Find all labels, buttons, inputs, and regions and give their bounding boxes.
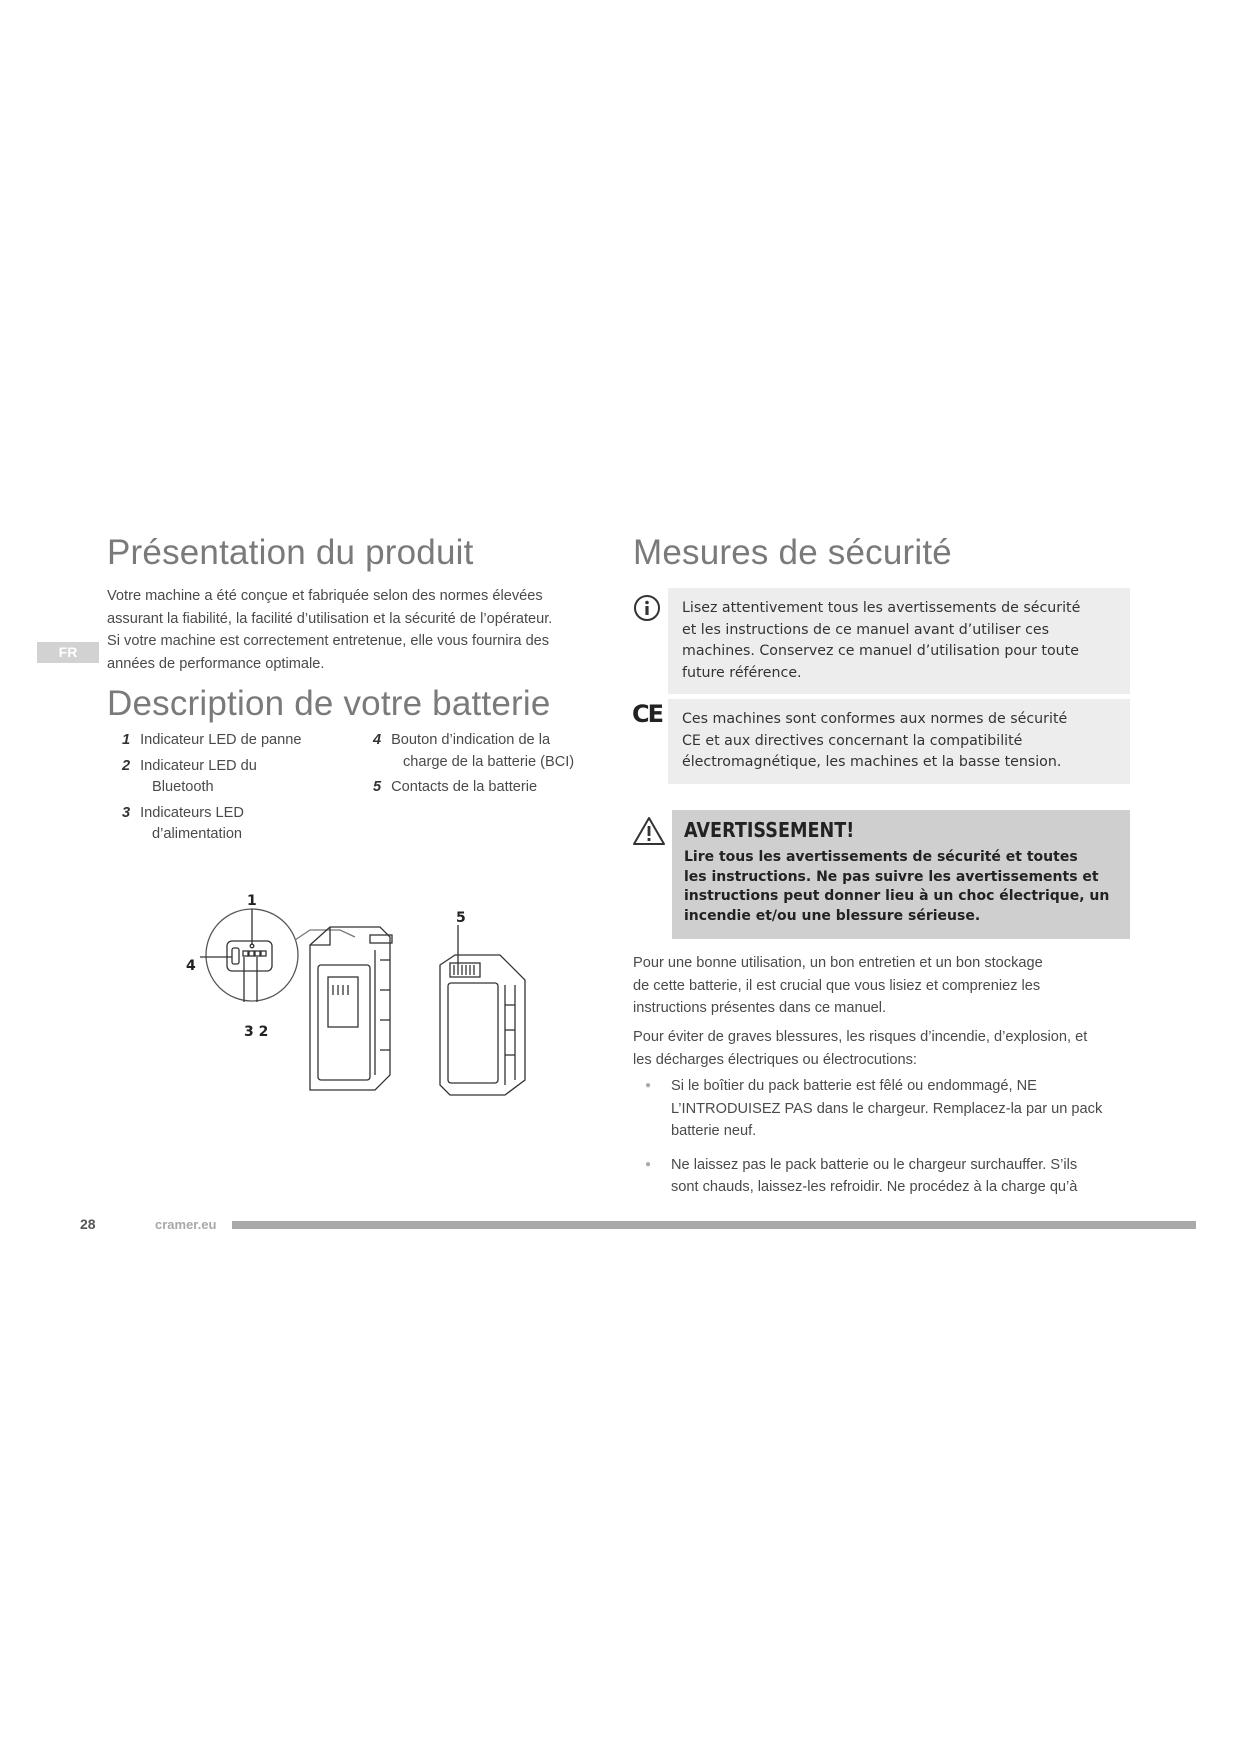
part-number: 2 [122,757,131,774]
safety-bullet-list [633,1075,1153,1199]
safety-paragraph-2 [633,1026,1153,1071]
part-number: 4 [373,732,382,748]
battery-parts-list-right [373,730,613,799]
part-label: Indicateurs LED [140,804,244,821]
warning-box [672,810,1130,939]
presentation-title: Présentation du produit [107,533,474,572]
ce-line: CE et aux directives concernant la compatibilité [682,732,1023,749]
presentation-paragraph [107,585,607,675]
paragraph-line: de cette batterie, il est crucial que vous lisiez et compreniez les [633,977,1041,994]
bullet-dot-icon: ● [645,1158,652,1170]
language-tab-label: FR [58,644,78,660]
info-line: future référence. [682,664,802,681]
warning-line: les instructions. Ne pas suivre les avertissements et [684,868,1099,885]
battery-part-item [122,730,352,752]
list-item [633,1154,1153,1199]
info-line: machines. Conservez ce manuel d’utilisation pour toute [682,643,1079,660]
part-number: 3 [122,804,131,821]
ce-line: Ces machines sont conformes aux normes de sécurité [682,711,1068,727]
part-label: Bouton d’indication de la [391,732,551,748]
bullet-line: L’INTRODUISEZ PAS dans le chargeur. Remplacez-la par un pack [671,1100,1103,1117]
footer-site: cramer.eu [155,1217,217,1232]
part-label-cont: Bluetooth [152,779,214,795]
warning-triangle-icon [632,816,666,846]
info-icon [633,594,661,622]
footer-bar [232,1221,1196,1229]
part-label-cont: d’alimentation [152,826,243,842]
presentation-line: Si votre machine est correctement entretenue, elle vous fournira des [107,633,550,649]
part-number: 1 [122,732,131,748]
paragraph-line: les décharges électriques ou électrocutions: [633,1051,917,1068]
part-label: Indicateur LED de panne [140,732,302,748]
presentation-line: Votre machine a été conçue et fabriquée selon des normes élevées [107,588,543,604]
presentation-line: assurant la fiabilité, la facilité d’utilisation et la sécurité de l’opérateur. [107,610,553,627]
paragraph-line: instructions présentes dans ce manuel. [633,1000,887,1016]
safety-title: Mesures de sécurité [633,533,952,572]
safety-paragraph-1 [633,952,1153,1020]
figure-callout-3-2: 3 2 [244,1024,269,1040]
page-number: 28 [80,1216,96,1232]
ce-mark-icon: CE [632,700,663,728]
battery-description-title: Description de votre batterie [107,684,551,723]
paragraph-line: Pour une bonne utilisation, un bon entretien et un bon stockage [633,955,1043,971]
bullet-line: batterie neuf. [671,1123,757,1139]
bullet-dot-icon: ● [645,1080,652,1091]
battery-part-item [373,730,613,773]
info-line: Lisez attentivement tous les avertissements de sécurité [682,600,1081,616]
warning-line: instructions peut donner lieu à un choc électrique, un [684,888,1110,904]
battery-part-item [122,803,352,846]
warning-line: incendie et/ou une blessure sérieuse. [684,907,981,924]
info-box [668,588,1130,694]
ce-line: électromagnétique, les machines et la basse tension. [682,754,1062,771]
warning-title: AVERTISSEMENT! [684,818,855,842]
bullet-line: Ne laissez pas le pack batterie ou le chargeur surchauffer. S’ils [671,1156,1078,1173]
part-label: Indicateur LED du [140,757,257,774]
part-number: 5 [373,779,382,795]
battery-parts-list-left [122,730,352,846]
part-label: Contacts de la batterie [391,779,538,795]
battery-part-item [122,756,352,799]
figure-callout-5: 5 [456,910,466,926]
figure-callout-1: 1 [247,893,257,909]
battery-illustration [180,885,550,1110]
figure-callout-4: 4 [186,958,196,974]
paragraph-line: Pour éviter de graves blessures, les risques d’incendie, d’explosion, et [633,1029,1088,1045]
info-line: et les instructions de ce manuel avant d’utiliser ces [682,621,1050,638]
bullet-line: sont chauds, laissez-les refroidir. Ne procédez à la charge qu’à [671,1179,1078,1195]
bullet-line: Si le boîtier du pack batterie est fêlé ou endommagé, NE [671,1078,1037,1094]
battery-part-item [373,777,613,799]
language-tab [37,642,99,663]
presentation-line: années de performance optimale. [107,655,325,672]
part-label-cont: charge de la batterie (BCI) [403,753,575,770]
ce-box [668,699,1130,784]
warning-line: Lire tous les avertissements de sécurité et toutes [684,849,1078,865]
list-item [633,1075,1153,1143]
